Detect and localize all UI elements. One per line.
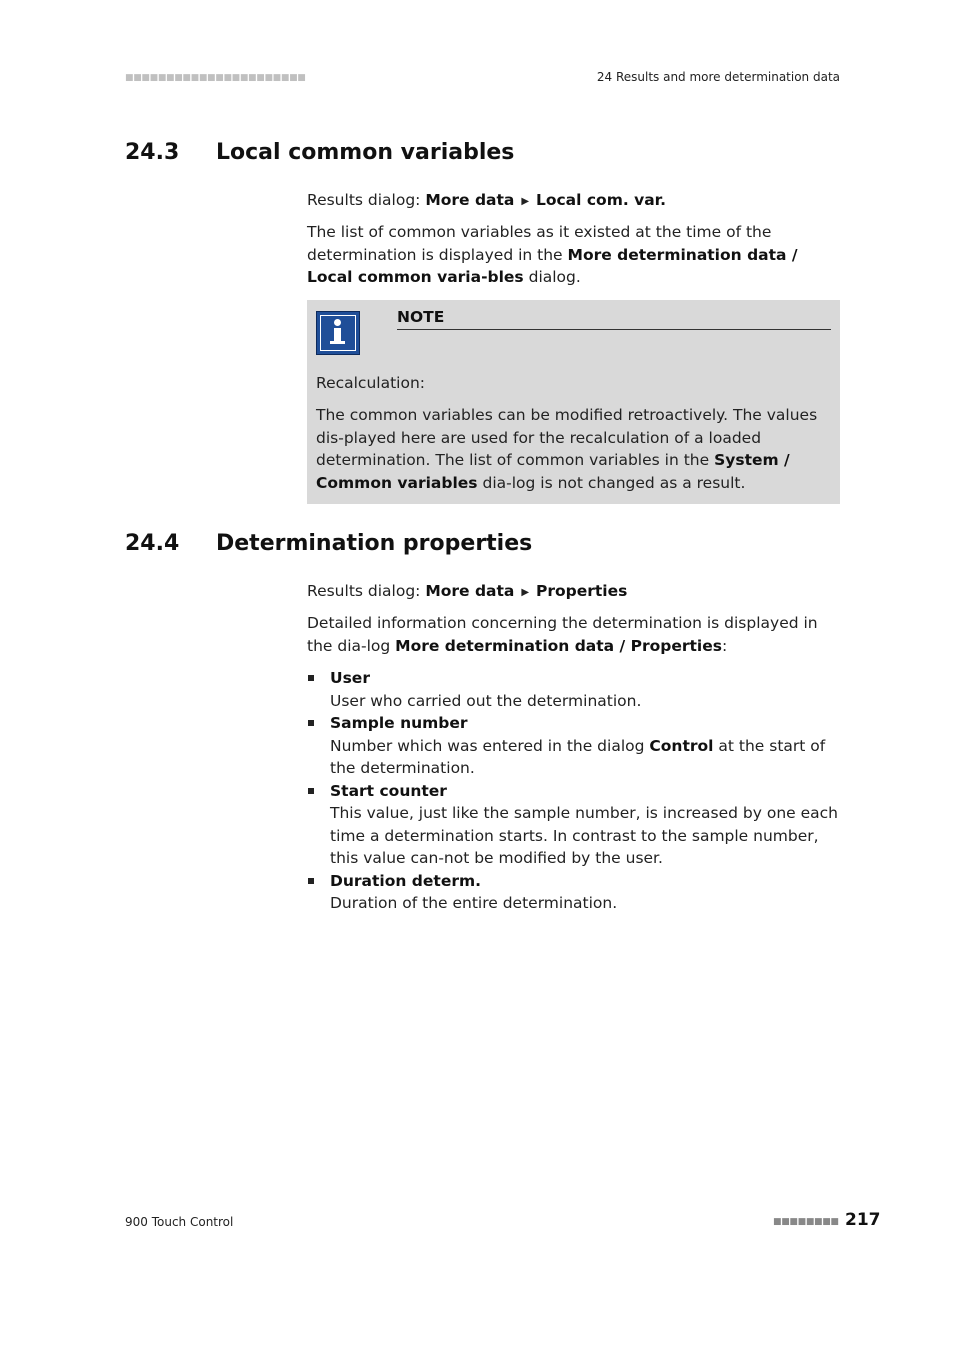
note-dialog-name: System / Common variables <box>316 451 790 492</box>
info-icon <box>316 311 360 355</box>
intro-paragraph-24-4 <box>307 612 841 657</box>
description-text: Number which was entered in the dialog <box>330 736 650 755</box>
bullet-icon <box>308 720 314 726</box>
menu-path-local-common-variables <box>307 189 841 215</box>
menu-path-properties <box>307 580 841 606</box>
intro-text: The list of common variables as it existed at the time of the determination is displayed in the <box>307 223 772 264</box>
menu-arrow-icon: ▶ <box>521 587 530 598</box>
section-title: Local common variables <box>216 140 515 165</box>
list-item <box>307 712 841 780</box>
intro-text-end: dialog. <box>523 268 581 286</box>
list-item-term: Start counter <box>330 781 447 800</box>
description-text-end: at the start of the determination. <box>330 736 826 777</box>
note-body <box>316 404 832 494</box>
list-item <box>307 780 841 870</box>
section-number: 24.4 <box>125 531 180 556</box>
menu-item-properties: Properties <box>535 582 628 600</box>
bullet-icon <box>308 675 314 681</box>
menu-path-prefix: Results dialog: <box>307 191 426 209</box>
menu-item-more-data: More data <box>425 191 515 209</box>
list-item-term: Duration determ. <box>330 871 482 890</box>
dialog-name: Control <box>649 736 714 755</box>
intro-text: Detailed information concerning the determination is displayed in the dia-log <box>307 614 818 655</box>
list-item <box>307 870 841 915</box>
note-label: NOTE <box>397 308 831 330</box>
list-item-description: User who carried out the determination. <box>330 691 642 710</box>
running-header-chapter: 24 Results and more determination data <box>596 70 840 84</box>
list-item-description: This value, just like the sample number, is increased by one each time a determination starts. In contrast to the sample number, this value can-not be modified by the user. <box>330 804 838 867</box>
menu-item-more-data: More data <box>425 582 515 600</box>
intro-text-end: : <box>721 636 728 655</box>
properties-list <box>307 667 841 915</box>
bullet-icon <box>308 788 314 794</box>
dialog-name: More determination data / Properties <box>395 636 722 655</box>
footer-decoration: ■■■■■■■■ <box>773 1217 839 1227</box>
menu-arrow-icon: ▶ <box>521 196 530 207</box>
list-item-term: Sample number <box>330 714 468 732</box>
header-decoration: ■■■■■■■■■■■■■■■■■■■■■■ <box>125 73 306 83</box>
list-item-description: Duration of the entire determination. <box>330 894 618 912</box>
page-number: 217 <box>845 1210 881 1230</box>
footer-product-name: 900 Touch Control <box>125 1215 234 1229</box>
menu-path-prefix: Results dialog: <box>307 582 426 600</box>
bullet-icon <box>308 878 314 884</box>
note-box <box>307 300 840 504</box>
dialog-name: More determination data / Local common varia-bles <box>307 245 798 286</box>
section-heading-24-4 <box>125 531 532 556</box>
section-number: 24.3 <box>125 140 180 165</box>
note-body-text: The common variables can be modified retroactively. The values dis-played here are used for the recalculation of a loaded determination. The list of common variables in the <box>316 406 818 469</box>
section-heading-24-3 <box>125 140 514 165</box>
section-title: Determination properties <box>216 531 533 556</box>
menu-item-local-com-var: Local com. var. <box>535 191 667 209</box>
list-item-term: User <box>330 669 370 687</box>
note-body-end: dia-log is not changed as a result. <box>477 473 746 492</box>
note-recalculation-label: Recalculation: <box>316 374 425 392</box>
list-item-description <box>330 737 825 778</box>
intro-paragraph-24-3 <box>307 221 841 289</box>
list-item <box>307 667 841 712</box>
